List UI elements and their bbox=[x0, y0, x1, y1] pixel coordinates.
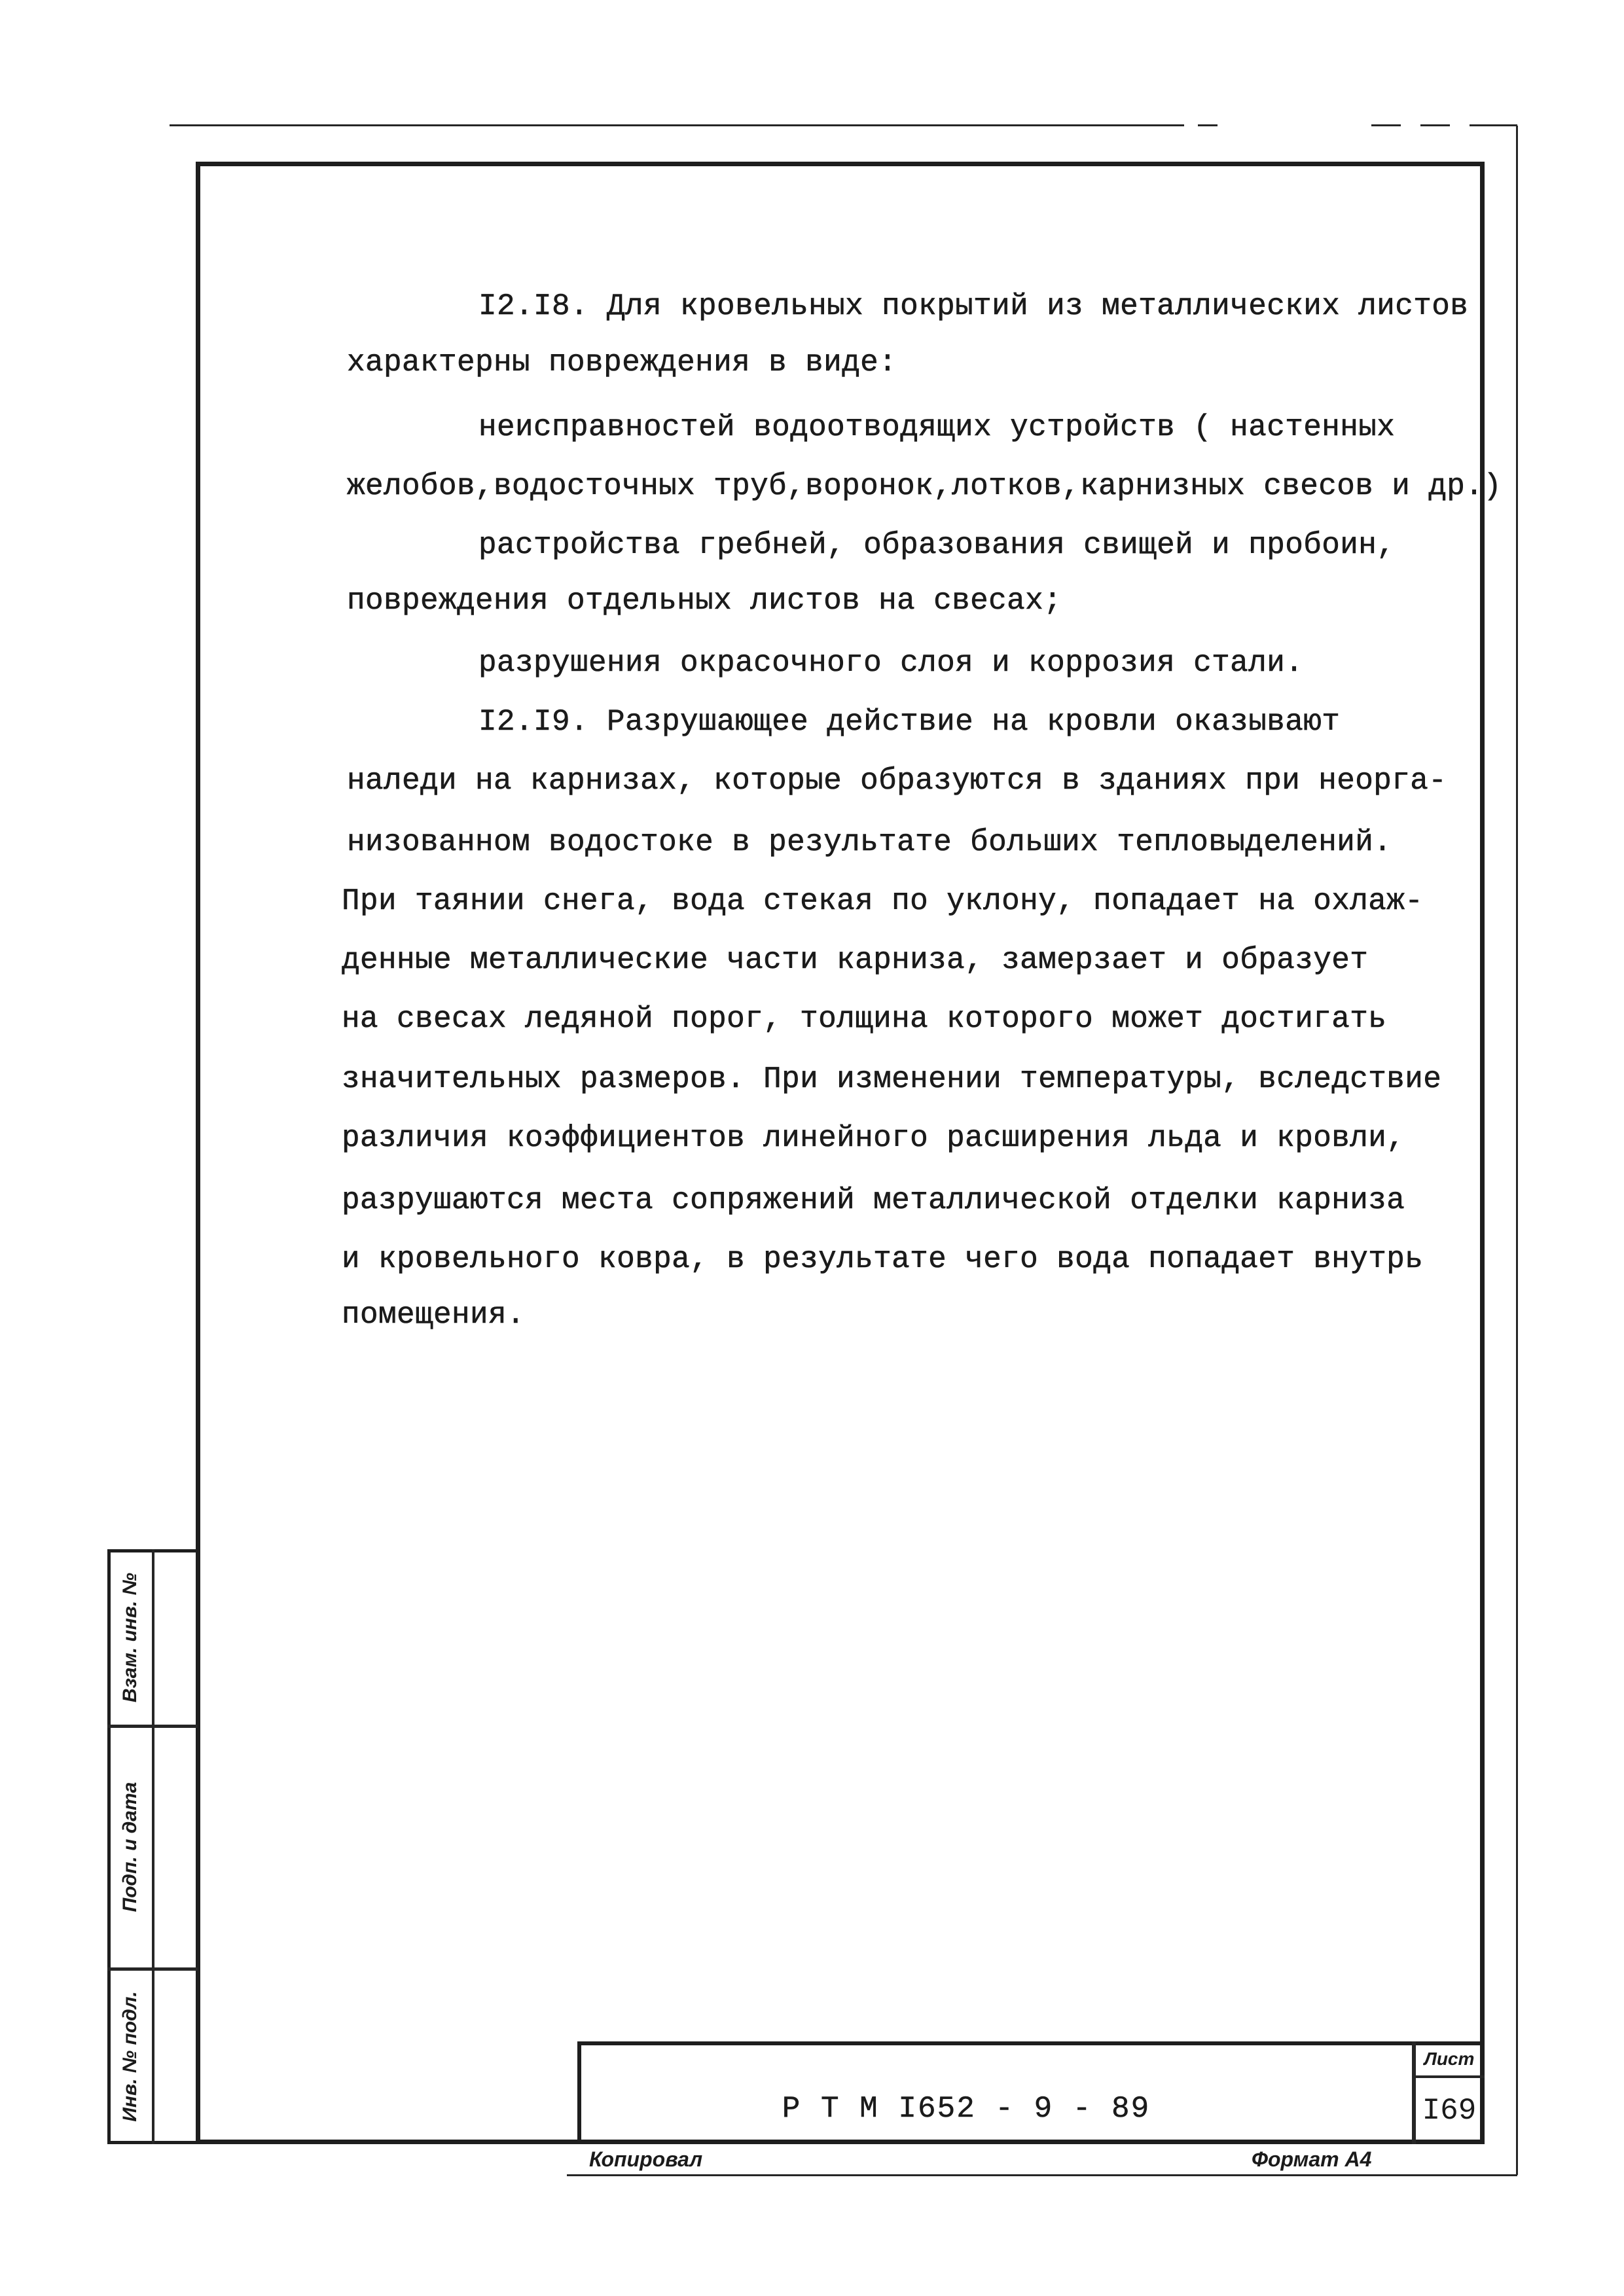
document-designation: Р Т М I652 - 9 - 89 bbox=[782, 2092, 1151, 2126]
text-line: растройства гребней, образования свищей и пробоин, bbox=[478, 528, 1396, 562]
stamp-label-sign-date: Подп. и дата bbox=[119, 1782, 141, 1912]
text-line: При таянии снега, вода стекая по уклону, попадает на охлаж- bbox=[342, 884, 1424, 918]
text-line: I2.I8. Для кровельных покрытий из металлических листов bbox=[478, 289, 1469, 323]
sheet-cell-divider bbox=[1414, 2075, 1485, 2078]
copied-by-label: Копировал bbox=[589, 2147, 703, 2171]
text-line: денные металлические части карниза, замерзает и образует bbox=[342, 943, 1369, 977]
text-line: характерны повреждения в виде: bbox=[347, 346, 897, 380]
text-line: желобов,водосточных труб,воронок,лотков,карнизных свесов и др.) bbox=[347, 469, 1502, 503]
text-line: различия коэффициентов линейного расширения льда и кровли, bbox=[342, 1121, 1405, 1155]
title-block-divider bbox=[1412, 2041, 1416, 2144]
stamp-row-divider bbox=[107, 1967, 198, 1971]
sheet-number: I69 bbox=[1422, 2094, 1477, 2128]
text-line: I2.I9. Разрушающее действие на кровли оказывают bbox=[478, 705, 1341, 739]
text-line: наледи на карнизах, которые образуются в зданиях при неорга- bbox=[347, 764, 1447, 798]
text-line: и кровельного ковра, в результате чего вода попадает внутрь bbox=[342, 1242, 1424, 1276]
stamp-row-divider bbox=[107, 1725, 198, 1728]
text-line: повреждения отдельных листов на свесах; bbox=[347, 584, 1062, 618]
sheet-label: Лист bbox=[1424, 2049, 1475, 2069]
stamp-label-replaced-inv: Взам. инв. № bbox=[119, 1572, 141, 1703]
text-line: разрушаются места сопряжений металлической отделки карниза bbox=[342, 1183, 1405, 1217]
format-label: Формат А4 bbox=[1252, 2147, 1372, 2171]
text-line: помещения. bbox=[342, 1298, 526, 1332]
text-line: неисправностей водоотводящих устройств ( настенных bbox=[478, 410, 1396, 444]
text-line: низованном водостоке в результате больших тепловыделений. bbox=[347, 825, 1392, 859]
stamp-inner-divider bbox=[152, 1549, 154, 2144]
text-line: разрушения окрасочного слоя и коррозия стали. bbox=[478, 646, 1304, 680]
stamp-label-original-inv: Инв. № подл. bbox=[119, 1991, 141, 2122]
text-line: на свесах ледяной порог, толщина которого может достигать bbox=[342, 1002, 1387, 1036]
footer-rule bbox=[567, 2174, 1517, 2176]
text-line: значительных размеров. При изменении температуры, вследствие bbox=[342, 1062, 1442, 1096]
